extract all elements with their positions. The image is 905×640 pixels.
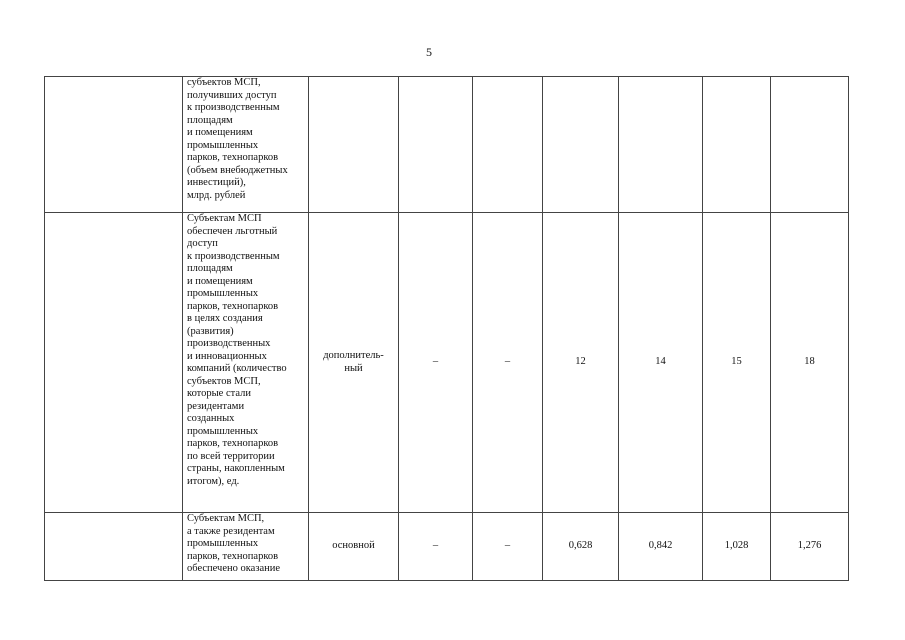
value-cell: – (473, 513, 543, 581)
page-number: 5 (426, 45, 432, 59)
indicator-type (309, 513, 399, 581)
description-line: млрд. рублей (187, 189, 246, 201)
description-line: по всей территории (187, 450, 275, 462)
empty-cell (45, 213, 183, 513)
value-cell: 1,276 (771, 513, 849, 581)
description-line: парков, технопарков (187, 300, 279, 312)
indicator-type (309, 213, 399, 513)
description-line: к производственным (187, 250, 280, 262)
description-line: промышленных (187, 425, 259, 437)
indicator-description (183, 77, 309, 213)
description-line: (объем внебюджетных (187, 164, 288, 176)
value-cell: 1,028 (703, 513, 771, 581)
description-line: промышленных (187, 139, 259, 151)
empty-cell (45, 77, 183, 213)
value-cell (619, 77, 703, 213)
description-line: к производственным (187, 102, 280, 113)
value-cell: 0,628 (543, 513, 619, 581)
table-row (45, 213, 849, 513)
description-line: итогом), ед. (187, 475, 240, 487)
value-cell: – (399, 213, 473, 513)
description-line: получивших доступ (187, 89, 277, 101)
description-line: парков, технопарков (187, 550, 279, 562)
indicator-description (183, 213, 309, 513)
description-line: а также резидентам (187, 525, 275, 537)
description-line: в целях создания (187, 313, 263, 324)
description-line: компаний (количество (187, 363, 287, 374)
description-line: Субъектам МСП, (187, 513, 265, 524)
value-cell: – (473, 213, 543, 513)
value-cell: 15 (703, 213, 771, 513)
description-line: (развития) (187, 325, 234, 337)
value-cell: 14 (619, 213, 703, 513)
empty-cell (45, 513, 183, 581)
indicator-description (183, 513, 309, 581)
description-line: обеспечен льготный (187, 225, 278, 237)
description-line: и инновационных (187, 350, 267, 362)
description-line: промышленных (187, 288, 259, 299)
value-cell: 0,842 (619, 513, 703, 581)
description-line: парков, технопарков (187, 438, 279, 449)
description-line: которые стали (187, 388, 251, 399)
type-line: дополнитель- (323, 350, 384, 361)
description-line: и помещениям (187, 127, 253, 138)
description-line: промышленных (187, 538, 259, 549)
table-row (45, 77, 849, 213)
description-line: площадям (187, 114, 233, 126)
value-cell: 18 (771, 213, 849, 513)
value-cell: 12 (543, 213, 619, 513)
table-row (45, 513, 849, 581)
description-line: страны, накопленным (187, 463, 285, 474)
description-line: созданных (187, 413, 235, 424)
description-line: резидентами (187, 400, 245, 412)
value-cell (771, 77, 849, 213)
description-line: субъектов МСП, (187, 77, 261, 88)
value-cell (473, 77, 543, 213)
value-cell (703, 77, 771, 213)
value-cell: – (399, 513, 473, 581)
type-line: основной (332, 540, 375, 552)
description-line: производственных (187, 338, 271, 349)
description-line: парков, технопарков (187, 152, 279, 163)
description-line: Субъектам МСП (187, 213, 262, 224)
type-line: ный (344, 362, 363, 374)
description-line: субъектов МСП, (187, 375, 261, 387)
indicators-table (44, 76, 849, 581)
description-line: площадям (187, 263, 233, 274)
value-cell (543, 77, 619, 213)
description-line: доступ (187, 238, 218, 249)
indicator-type (309, 77, 399, 213)
description-line: и помещениям (187, 275, 253, 287)
description-line: инвестиций), (187, 177, 246, 188)
value-cell (399, 77, 473, 213)
description-line: обеспечено оказание (187, 563, 281, 574)
